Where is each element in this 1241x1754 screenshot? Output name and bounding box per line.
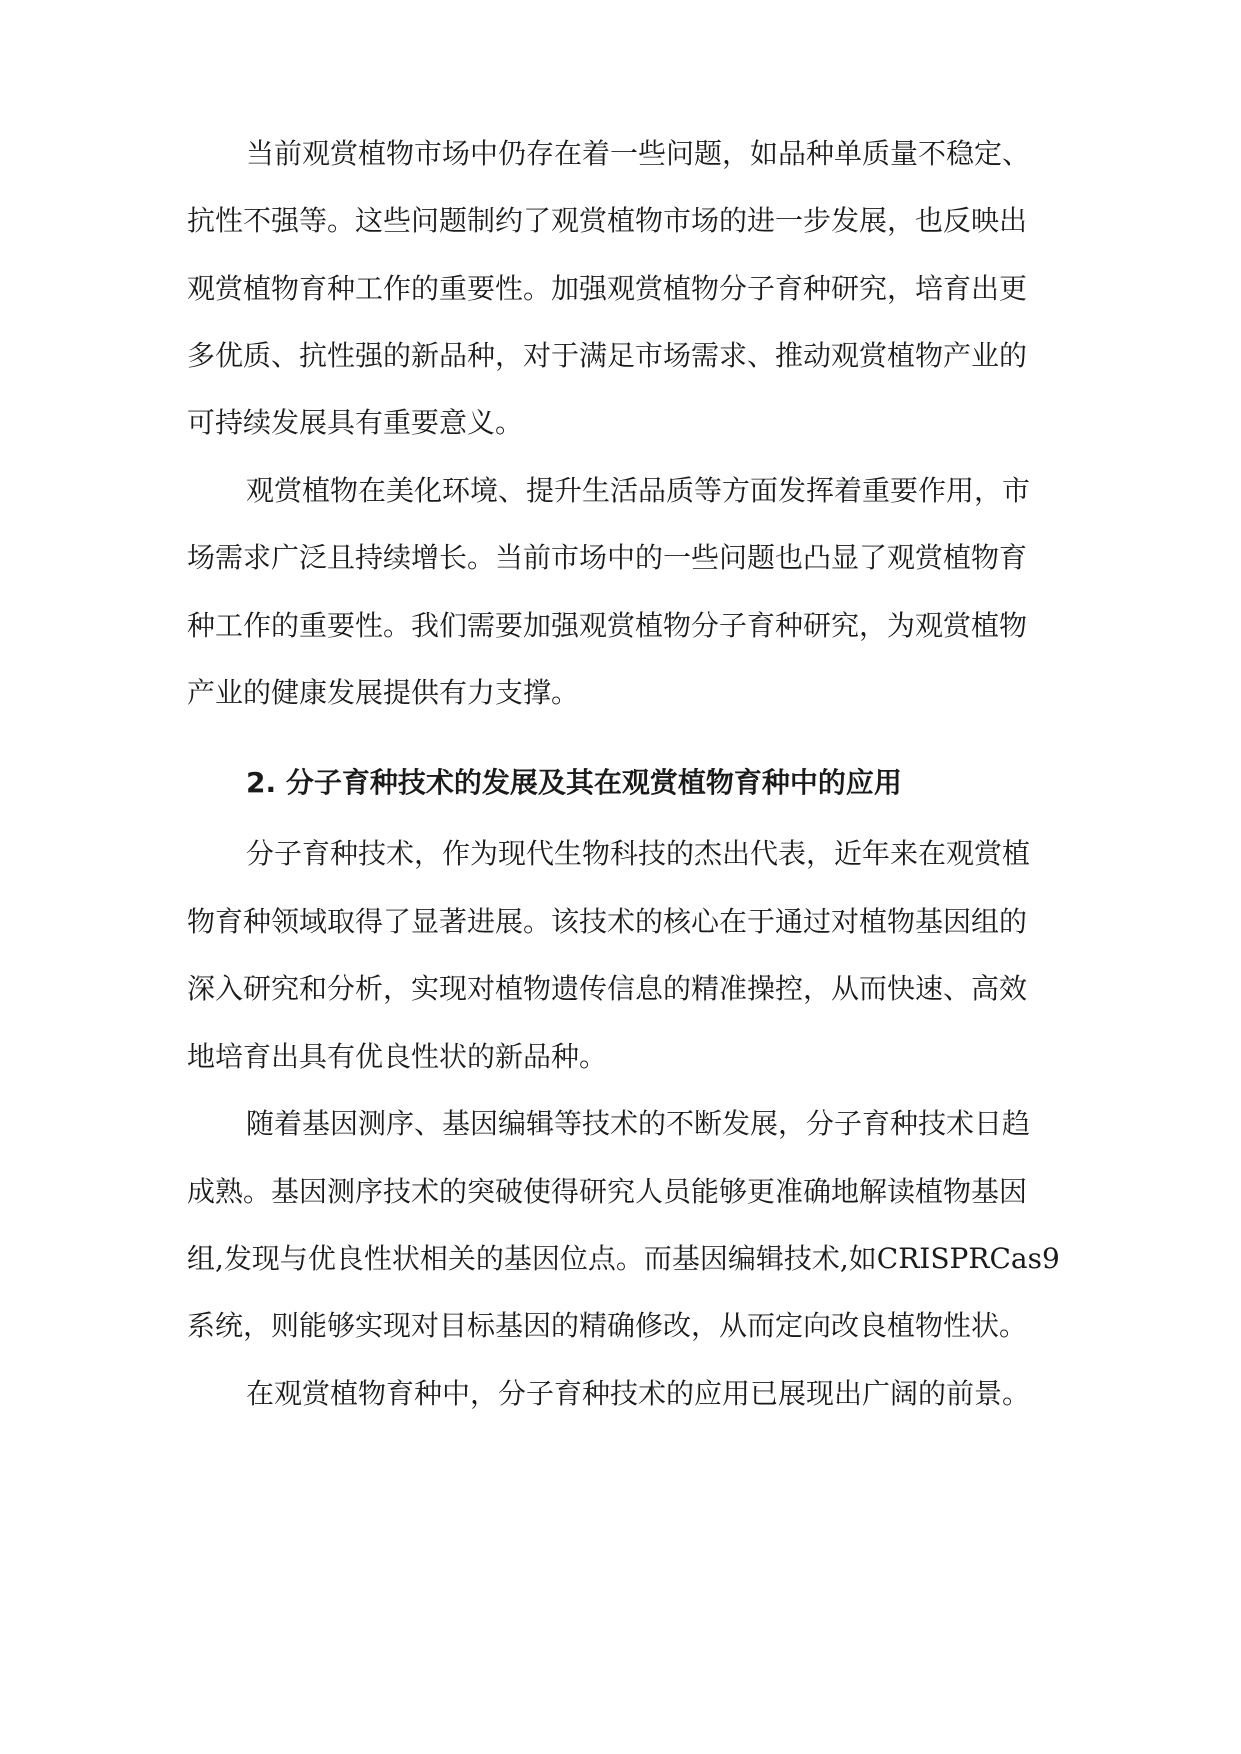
text-line: 观赏植物育种工作的重要性。加强观赏植物分子育种研究，培育出更: [187, 272, 1028, 305]
text-line: 多优质、抗性强的新品种，对于满足市场需求、推动观赏植物产业的: [187, 339, 1028, 372]
text-line: 观赏植物在美化环境、提升生活品质等方面发挥着重要作用，市: [246, 474, 1031, 507]
text-line: 分子育种技术，作为现代生物科技的杰出代表，近年来在观赏植: [246, 837, 1031, 870]
text-line: 随着基因测序、基因编辑等技术的不断发展，分子育种技术日趋: [246, 1107, 1031, 1140]
text-line: 抗性不强等。这些问题制约了观赏植物市场的进一步发展，也反映出: [187, 204, 1028, 237]
text-line: 系统，则能够实现对目标基因的精确修改，从而定向改良植物性状。: [187, 1309, 1028, 1342]
text-line: 可持续发展具有重要意义。: [187, 406, 524, 439]
text-line: 在观赏植物育种中，分子育种技术的应用已展现出广阔的前景。: [246, 1377, 1031, 1410]
text-line: 深入研究和分析，实现对植物遗传信息的精准操控，从而快速、高效: [187, 972, 1028, 1005]
text-line: 种工作的重要性。我们需要加强观赏植物分子育种研究，为观赏植物: [187, 609, 1028, 642]
text-line: 地培育出具有优良性状的新品种。: [187, 1040, 608, 1073]
text-line: 组,发现与优良性状相关的基因位点。而基因编辑技术,如CRISPRCas9: [187, 1242, 1060, 1275]
text-line: 成熟。基因测序技术的突破使得研究人员能够更准确地解读植物基因: [187, 1175, 1028, 1208]
text-line: 场需求广泛且持续增长。当前市场中的一些问题也凸显了观赏植物育: [187, 541, 1028, 574]
section-heading: 2. 分子育种技术的发展及其在观赏植物育种中的应用: [246, 766, 902, 799]
text-line: 物育种领域取得了显著进展。该技术的核心在于通过对植物基因组的: [187, 905, 1028, 938]
text-line: 当前观赏植物市场中仍存在着一些问题，如品种单质量不稳定、: [246, 137, 1031, 170]
text-line: 产业的健康发展提供有力支撑。: [187, 676, 580, 709]
